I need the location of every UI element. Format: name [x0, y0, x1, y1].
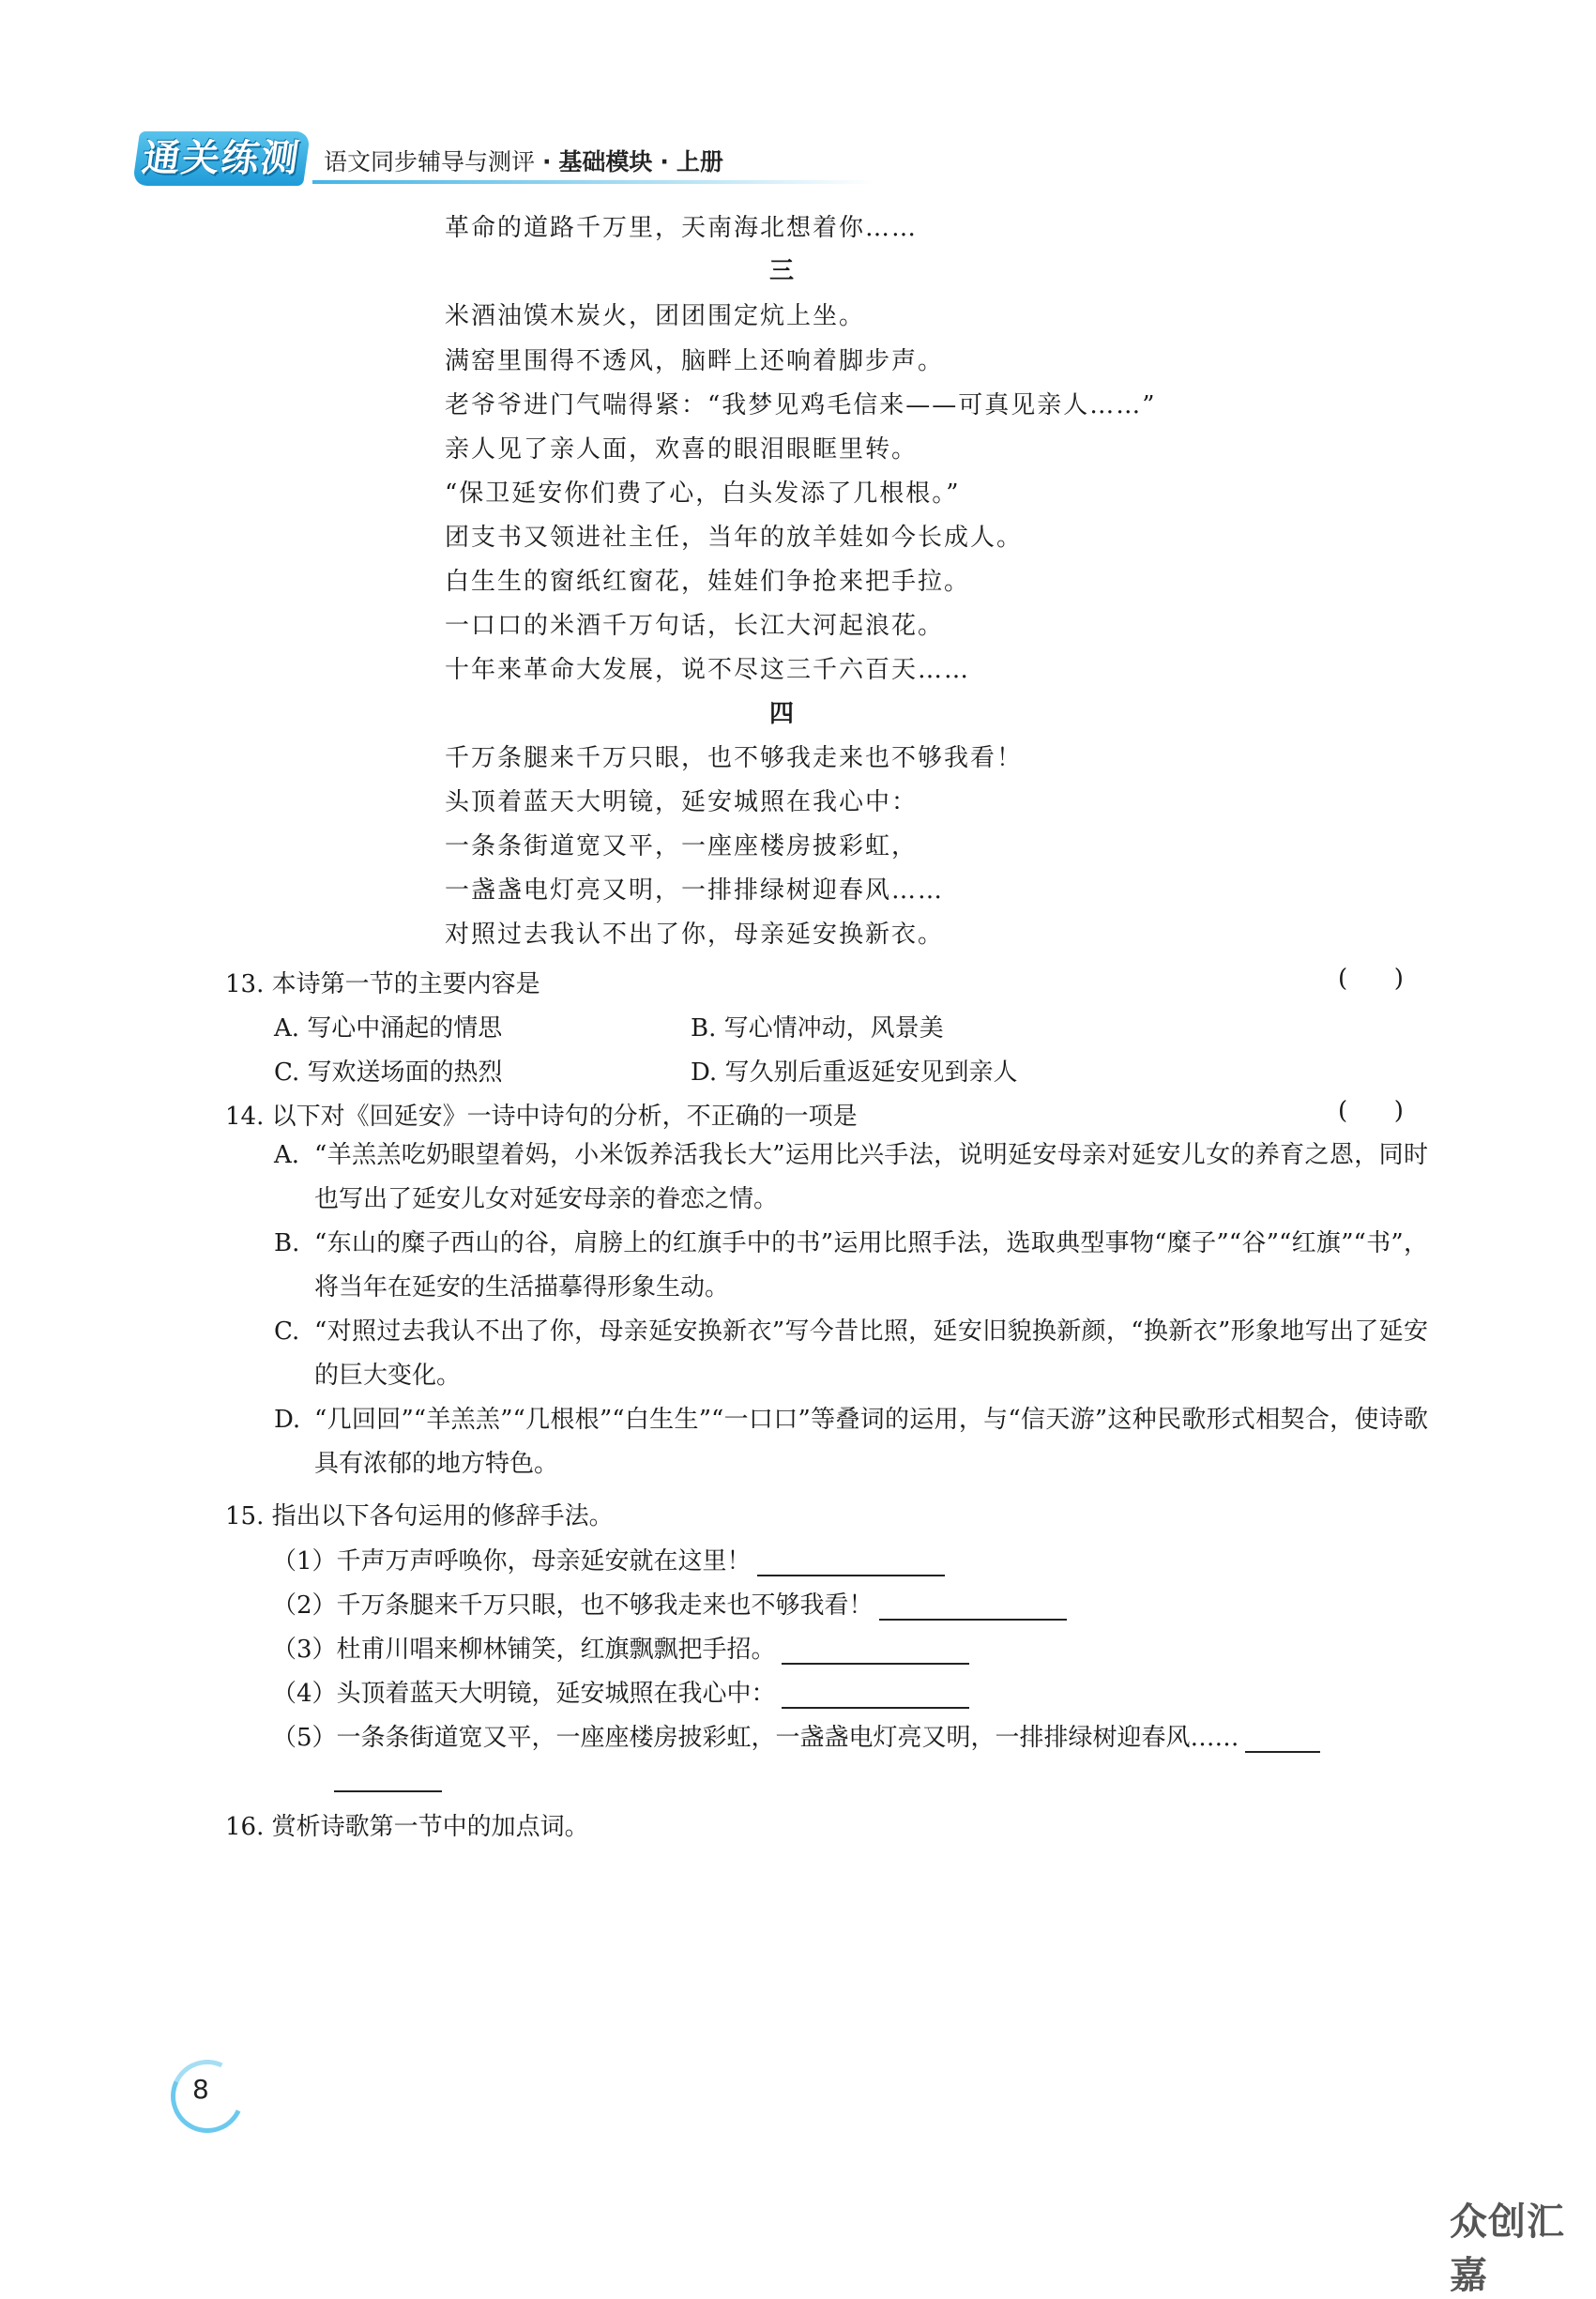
answer-blank[interactable]	[1245, 1727, 1320, 1753]
option-label: D.	[274, 1406, 301, 1434]
option-14-a	[274, 1134, 1428, 1222]
poem-line: 一口口的米酒千万句话，长江大河起浪花。	[445, 612, 945, 640]
header-rule	[312, 180, 875, 184]
poem-line: 团支书又领进社主任，当年的放羊娃如今长成人。	[445, 524, 1024, 552]
question-13-stem: 13. 本诗第一节的主要内容是	[225, 970, 540, 998]
question-15-stem: 15. 指出以下各句运用的修辞手法。	[225, 1502, 614, 1530]
option-14-d	[274, 1398, 1428, 1486]
book-title-module: 基础模块	[558, 148, 653, 175]
sub-question	[272, 1718, 1320, 1753]
sub-question-text: （5）一条条街道宽又平，一座座楼房披彩虹，一盏盏电灯亮又明，一排排绿树迎春风……	[272, 1724, 1239, 1752]
answer-blank[interactable]	[782, 1638, 969, 1665]
title-separator: ·	[541, 148, 552, 175]
poem-section-number: 四	[769, 700, 795, 728]
answer-blank[interactable]	[782, 1682, 969, 1709]
poem-line: 头顶着蓝天大明镜，延安城照在我心中：	[445, 788, 919, 816]
book-title	[324, 144, 723, 177]
sub-question	[272, 1674, 969, 1709]
poem-line: 对照过去我认不出了你，母亲延安换新衣。	[445, 921, 945, 949]
option-label: A.	[274, 1141, 300, 1169]
option-text: “羊羔羔吃奶眼望着妈，小米饭养活我长大”运用比兴手法，说明延安母亲对延安儿女的养育之恩，同时也写出了延安儿女对延安母亲的眷恋之情。	[314, 1141, 1428, 1213]
poem-line: 革命的道路千万里，天南海北想着你……	[445, 214, 919, 242]
poem-line: 满窑里围得不透风，脑畔上还响着脚步声。	[445, 347, 945, 375]
poem-line: 十年来革命大发展，说不尽这三千六百天……	[445, 656, 971, 684]
option-13-d: D. 写久别后重返延安见到亲人	[691, 1058, 1018, 1087]
book-title-prefix: 语文同步辅导与测评	[324, 148, 536, 175]
option-label: B.	[274, 1229, 300, 1257]
option-13-a: A. 写心中涌起的情思	[274, 1014, 503, 1043]
answer-blank[interactable]	[757, 1550, 945, 1576]
option-label: C.	[274, 1317, 300, 1346]
poem-section-number: 三	[769, 257, 795, 285]
sub-question	[272, 1542, 945, 1576]
poem-line: 白生生的窗纸红窗花，娃娃们争抢来把手拉。	[445, 568, 971, 596]
poem-line: “保卫延安你们费了心，白头发添了几根根。”	[445, 480, 961, 508]
option-14-b	[274, 1222, 1428, 1310]
title-separator: ·	[660, 148, 669, 175]
poem-line: 一条条街道宽又平，一座座楼房披彩虹，	[445, 832, 919, 860]
book-title-volume: 上册	[676, 148, 723, 175]
page-header	[136, 131, 755, 188]
watermark: 众创汇嘉	[1450, 2200, 1565, 2297]
option-text: “东山的糜子西山的谷，肩膀上的红旗手中的书”运用比照手法，选取典型事物“糜子”“谷”“红旗”“书”，将当年在延安的生活描摹得形象生动。	[314, 1229, 1428, 1302]
sub-question-text: （4）头顶着蓝天大明镜，延安城照在我心中：	[272, 1680, 776, 1708]
poem-line: 一盏盏电灯亮又明，一排排绿树迎春风……	[445, 876, 945, 905]
answer-blank[interactable]	[334, 1764, 442, 1792]
option-13-c: C. 写欢送场面的热烈	[274, 1058, 503, 1087]
option-text: “对照过去我认不出了你，母亲延安换新衣”写今昔比照，延安旧貌换新颜，“换新衣”形象地写出了延安的巨大变化。	[314, 1317, 1428, 1390]
sub-question	[272, 1586, 1067, 1621]
poem-line: 亲人见了亲人面，欢喜的眼泪眼眶里转。	[445, 435, 919, 464]
sub-question-text: （3）杜甫川唱来柳林铺笑，红旗飘飘把手招。	[272, 1636, 776, 1664]
question-14-stem: 14. 以下对《回延安》一诗中诗句的分析，不正确的一项是	[225, 1103, 858, 1131]
answer-paren-13[interactable]: ( )	[1338, 965, 1404, 993]
poem-line: 千万条腿来千万只眼，也不够我走来也不够我看！	[445, 744, 1024, 772]
sub-question-text: （2）千万条腿来千万只眼，也不够我走来也不够我看！	[272, 1591, 874, 1620]
option-text: “几回回”“羊羔羔”“几根根”“白生生”“一口口”等叠词的运用，与“信天游”这种民歌形式相契合，使诗歌具有浓郁的地方特色。	[314, 1406, 1428, 1478]
poem-line: 老爷爷进门气喘得紧：“我梦见鸡毛信来——可真见亲人……”	[445, 391, 1157, 419]
answer-blank[interactable]	[879, 1594, 1067, 1621]
sub-question	[272, 1630, 969, 1665]
poem-line: 米酒油馍木炭火，团团围定炕上坐。	[445, 302, 866, 330]
option-13-b: B. 写心情冲动，风景美	[691, 1014, 944, 1043]
series-logo: 通关练测	[132, 131, 311, 186]
answer-paren-14[interactable]: ( )	[1338, 1097, 1404, 1125]
question-16-stem: 16. 赏析诗歌第一节中的加点词。	[225, 1813, 589, 1841]
page-number: 8	[192, 2074, 209, 2105]
sub-question-text: （1）千声万声呼唤你，母亲延安就在这里！	[272, 1547, 752, 1576]
option-14-c	[274, 1310, 1428, 1398]
